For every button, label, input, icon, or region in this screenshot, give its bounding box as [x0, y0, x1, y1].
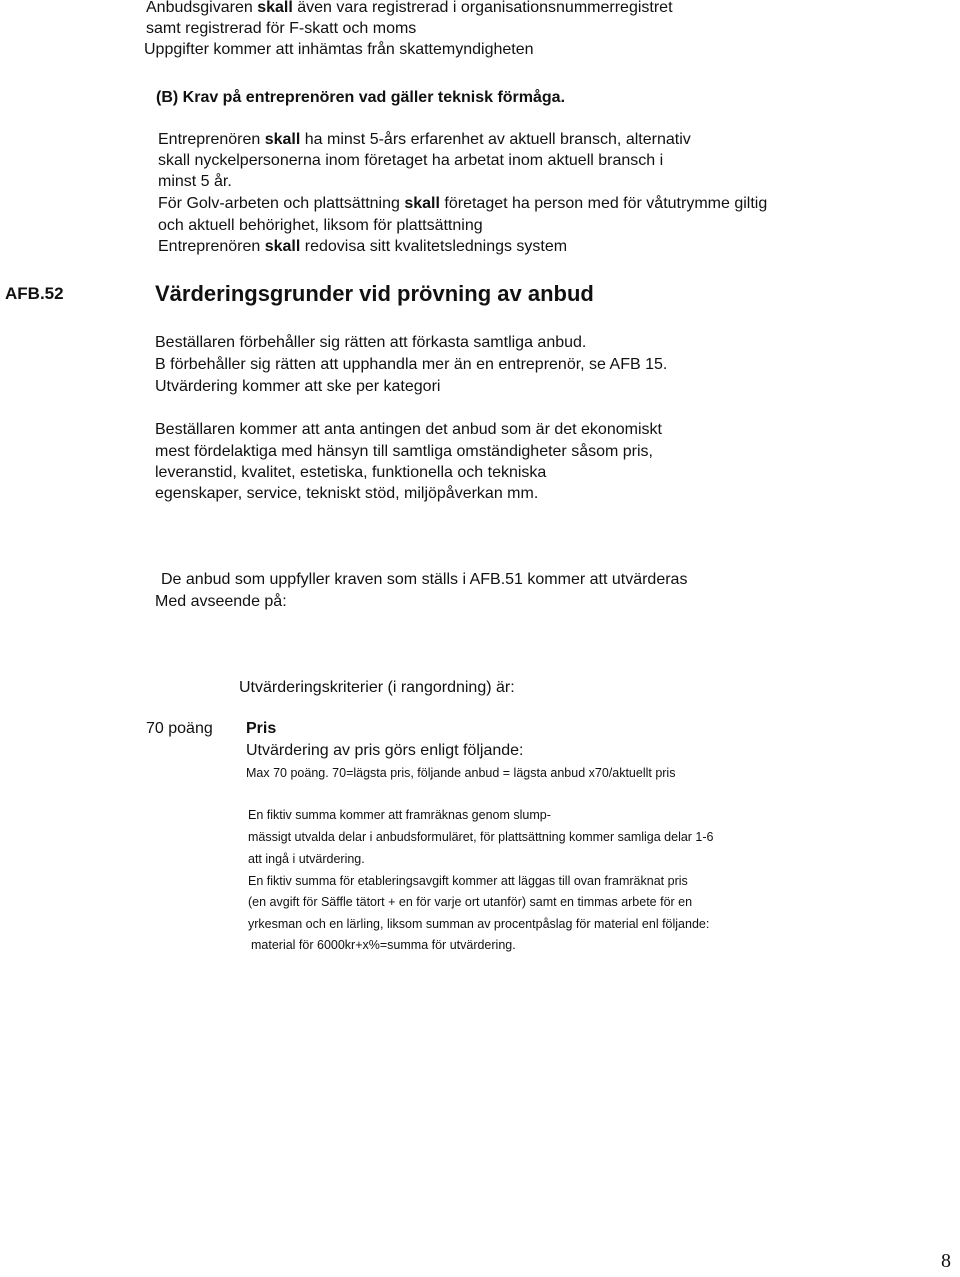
calculation-note-line-6: yrkesman och en lärling, liksom summan av procentpåslag för material enl följande:: [248, 917, 710, 931]
section-b-heading: (B) Krav på entreprenören vad gäller teknisk förmåga.: [156, 89, 566, 106]
experience-requirement-line-3: minst 5 år.: [158, 173, 232, 190]
criterion-description: Utvärdering av pris görs enligt följande:: [246, 742, 524, 759]
text-segment: ha minst 5-års erfarenhet av aktuell bransch, alternativ: [300, 131, 691, 148]
calculation-note-line-7: material för 6000kr+x%=summa för utvärdering.: [251, 938, 516, 952]
experience-requirement-line-1: [158, 132, 691, 148]
evaluation-intro-line-2: Med avseende på:: [155, 593, 287, 610]
calculation-note-line-3: att ingå i utvärdering.: [248, 852, 365, 866]
criterion-name: Pris: [246, 720, 277, 737]
evaluation-intro-line-1: De anbud som uppfyller kraven som ställs i AFB.51 kommer att utvärderas: [161, 571, 688, 588]
text-segment: företaget ha person med för våtutrymme giltig: [439, 195, 768, 212]
text-segment: även vara registrerad i organisationsnummerregistret: [292, 0, 673, 16]
criterion-formula: Max 70 poäng. 70=lägsta pris, följande anbud = lägsta anbud x70/aktuellt pris: [246, 766, 676, 780]
text-segment: Entreprenören: [158, 131, 265, 148]
calculation-note-line-1: En fiktiv summa kommer att framräknas genom slump-: [248, 808, 551, 822]
text-segment: redovisa sitt kvalitetslednings system: [300, 238, 568, 255]
registration-text-line-3: Uppgifter kommer att inhämtas från skattemyndigheten: [144, 41, 534, 58]
quality-system-requirement: [158, 239, 567, 255]
section-code: AFB.52: [5, 284, 64, 303]
bold-keyword: skall: [404, 195, 440, 212]
experience-requirement-line-2: skall nyckelpersonerna inom företaget ha arbetat inom aktuell bransch i: [158, 152, 664, 169]
registration-text-line-1: [146, 0, 673, 16]
reservation-line-2: B förbehåller sig rätten att upphandla mer än en entreprenör, se AFB 15.: [155, 356, 668, 373]
reservation-line-3: Utvärdering kommer att ske per kategori: [155, 378, 441, 395]
bold-keyword: skall: [264, 131, 301, 148]
text-segment: Entreprenören: [158, 238, 265, 255]
text-segment: Anbudsgivaren: [146, 0, 258, 16]
award-paragraph-line-3: leveranstid, kvalitet, estetiska, funktionella och tekniska: [155, 464, 547, 481]
criteria-heading: Utvärderingskriterier (i rangordning) är:: [239, 679, 515, 696]
bold-keyword: skall: [257, 0, 293, 16]
criterion-points: 70 poäng: [146, 720, 213, 737]
calculation-note-line-5: (en avgift för Säffle tätort + en för varje ort utanför) samt en timmas arbete för en: [248, 895, 693, 909]
calculation-note-line-4: En fiktiv summa för etableringsavgift kommer att läggas till ovan framräknat pris: [248, 874, 688, 888]
section-title: Värderingsgrunder vid prövning av anbud: [155, 281, 594, 306]
page-number: 8: [941, 1250, 951, 1272]
floor-work-requirement-line-1: [158, 196, 767, 212]
reservation-line-1: Beställaren förbehåller sig rätten att förkasta samtliga anbud.: [155, 334, 587, 351]
floor-work-requirement-line-2: och aktuell behörighet, liksom för plattsättning: [158, 217, 483, 234]
registration-text-line-2: samt registrerad för F-skatt och moms: [146, 20, 417, 37]
award-paragraph-line-2: mest fördelaktiga med hänsyn till samtliga omständigheter såsom pris,: [155, 443, 653, 460]
calculation-note-line-2: mässigt utvalda delar i anbudsformuläret, för plattsättning kommer samliga delar 1-6: [248, 830, 714, 844]
award-paragraph-line-4: egenskaper, service, tekniskt stöd, miljöpåverkan mm.: [155, 485, 539, 502]
award-paragraph-line-1: Beställaren kommer att anta antingen det anbud som är det ekonomiskt: [155, 421, 662, 438]
text-segment: För Golv-arbeten och plattsättning: [158, 195, 405, 212]
bold-keyword: skall: [264, 238, 301, 255]
